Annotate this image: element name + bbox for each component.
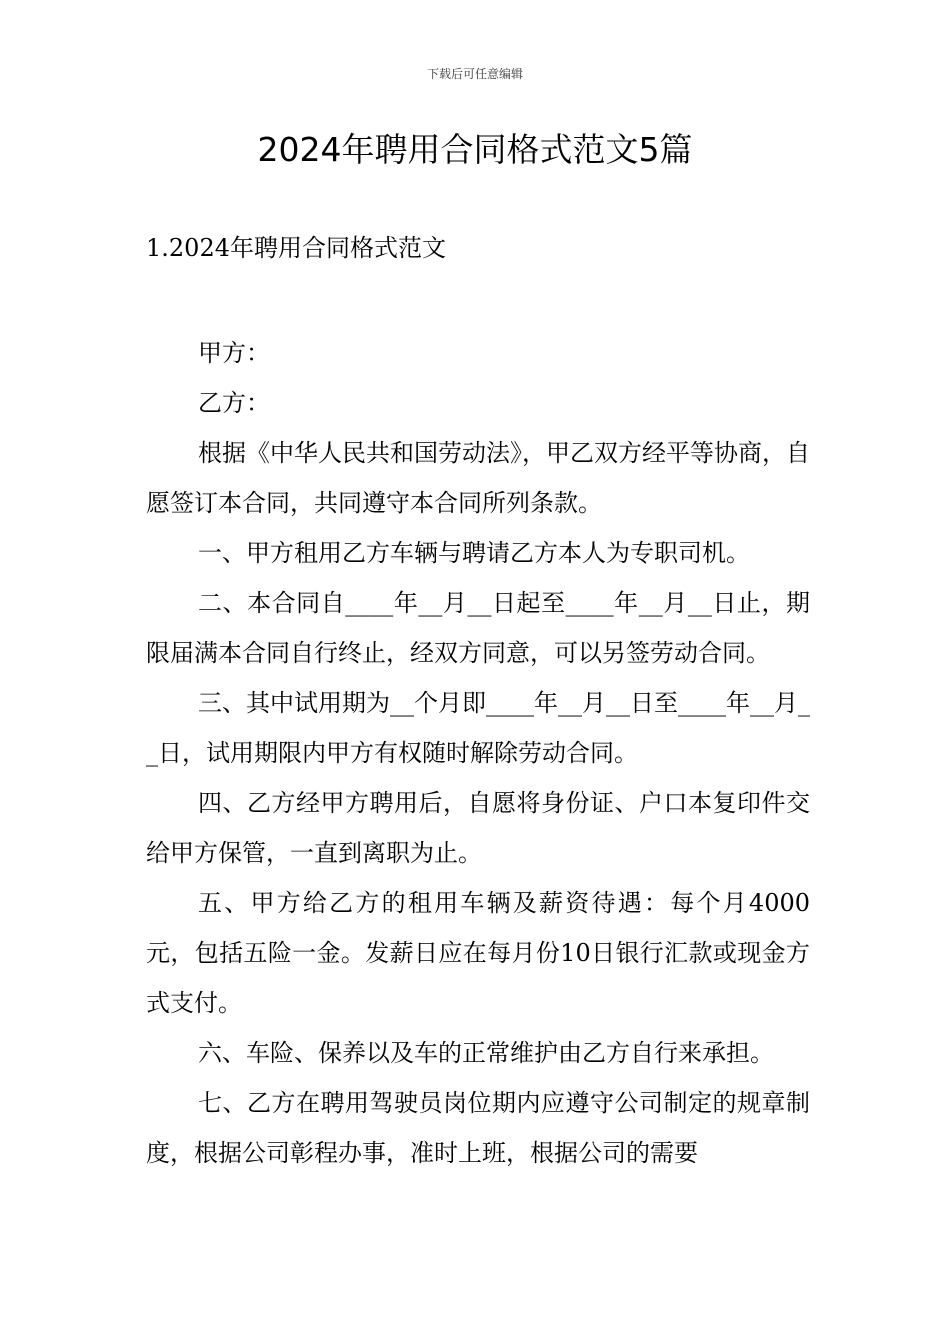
clause-6: 六、车险、保养以及车的正常维护由乙方自行来承担。 (198, 1039, 774, 1067)
clause-4: 四、乙方经甲方聘用后，自愿将身份证、户口本复印件交给甲方保管，一直到离职为止。 (146, 789, 810, 867)
document-body (146, 328, 810, 1178)
document-title: 2024年聘用合同格式范文5篇 (257, 130, 693, 169)
clause-3: 三、其中试用期为__个月即____年__月__日至____年__月__日，试用期限内甲方有权随时解除劳动合同。 (146, 689, 810, 767)
header-note: 下载后可任意编辑 (426, 67, 523, 81)
party-a-line: 甲方： (198, 339, 270, 367)
clause-1: 一、甲方租用乙方车辆与聘请乙方本人为专职司机。 (198, 539, 750, 567)
preamble-paragraph: 根据《中华人民共和国劳动法》，甲乙双方经平等协商，自愿签订本合同，共同遵守本合同所列条款。 (146, 439, 810, 517)
clause-5: 五、甲方给乙方的租用车辆及薪资待遇：每个月4000元，包括五险一金。发薪日应在每月份10日银行汇款或现金方式支付。 (146, 889, 810, 1017)
clause-2: 二、本合同自____年__月__日起至____年__月__日止，期限届满本合同自行终止，经双方同意，可以另签劳动合同。 (146, 589, 810, 667)
clause-7: 七、乙方在聘用驾驶员岗位期内应遵守公司制定的规章制度，根据公司彰程办事，准时上班，根据公司的需要 (146, 1089, 810, 1167)
party-b-line: 乙方： (198, 389, 270, 417)
section-heading: 1.2024年聘用合同格式范文 (146, 234, 446, 262)
